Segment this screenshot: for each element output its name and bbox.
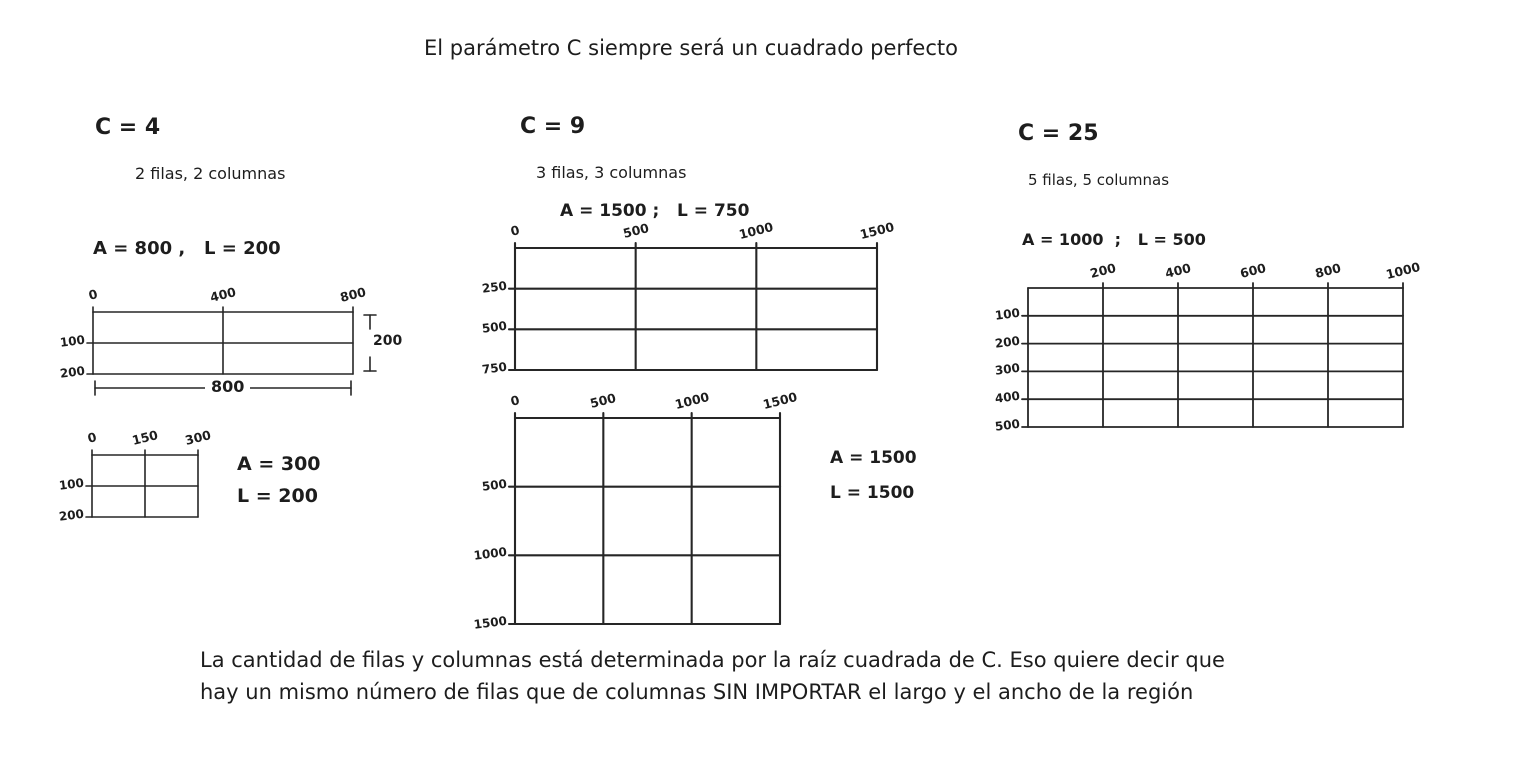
annotation-c9-length: L = 1500 [830, 483, 915, 503]
x-axis-label: 1000 [672, 389, 711, 412]
grid-lines [93, 312, 353, 374]
diagram-title: El parámetro C siempre será un cuadrado perfecto [424, 36, 958, 60]
y-axis-label: 100 [994, 305, 1021, 323]
y-axis-label: 200 [59, 363, 86, 381]
grid-lines [515, 418, 780, 624]
x-axis-label: 0 [85, 429, 99, 446]
grid-c9-rectangular [481, 219, 896, 377]
x-axis-label: 300 [183, 427, 213, 448]
grid-c4-small [58, 427, 213, 524]
x-axis-label: 150 [130, 427, 160, 448]
grid-c4-rectangular [59, 284, 403, 396]
height-dimension-label: 200 [373, 333, 403, 349]
annotation-c4-small [237, 448, 321, 512]
section-c25-param: C = 25 [1018, 121, 1099, 146]
annotation-c9-area: A = 1500 [830, 448, 917, 468]
grid-c25-rectangular [994, 259, 1422, 434]
y-axis-label: 1000 [472, 545, 508, 564]
y-axis-label: 500 [481, 319, 508, 337]
section-c9-dims: A = 1500 ; L = 750 [560, 201, 750, 221]
grid-lines [515, 248, 877, 370]
section-c4-param: C = 4 [95, 115, 161, 140]
annotation-c4-length: L = 200 [237, 485, 318, 507]
y-axis-label: 750 [481, 359, 508, 377]
grid-c9-square [472, 389, 799, 632]
footer-note [200, 644, 1320, 708]
section-c25-dims: A = 1000 ; L = 500 [1022, 230, 1206, 249]
section-c9-param: C = 9 [520, 114, 586, 139]
y-axis-label: 300 [994, 361, 1021, 379]
annotation-c9-square [830, 441, 917, 511]
x-axis-label: 0 [86, 286, 100, 303]
y-axis-label: 200 [994, 333, 1021, 351]
section-c4-grid-info: 2 filas, 2 columnas [135, 164, 286, 183]
grid-lines [1028, 288, 1403, 427]
y-axis-label: 250 [481, 278, 508, 296]
y-axis-label: 1500 [472, 613, 508, 632]
annotation-c4-area: A = 300 [237, 453, 321, 475]
y-axis-label: 200 [58, 506, 85, 524]
y-axis-label: 100 [59, 332, 86, 350]
footer-line-2: hay un mismo número de filas que de columnas SIN IMPORTAR el largo y el ancho de la región [200, 680, 1194, 704]
x-axis-label: 0 [508, 392, 522, 409]
x-axis-label: 200 [1088, 260, 1118, 281]
footer-line-1: La cantidad de filas y columnas está determinada por la raíz cuadrada de C. Eso quiere decir que [200, 648, 1225, 672]
y-axis-label: 100 [58, 475, 85, 493]
y-axis-label: 400 [994, 388, 1021, 406]
x-axis-label: 500 [621, 220, 651, 241]
x-axis-label: 1500 [858, 219, 896, 242]
width-dimension-label: 800 [205, 377, 250, 396]
section-c25-grid-info: 5 filas, 5 columnas [1028, 171, 1170, 189]
x-axis-label: 1000 [737, 219, 776, 242]
x-axis-label: 800 [1313, 260, 1343, 281]
y-axis-label: 500 [481, 476, 508, 494]
grid-lines [92, 455, 198, 517]
x-axis-label: 1000 [1384, 259, 1422, 282]
section-c4-dims: A = 800 , L = 200 [93, 238, 281, 259]
x-axis-label: 800 [338, 284, 368, 305]
y-axis-label: 500 [994, 416, 1021, 434]
x-axis-label: 0 [508, 222, 522, 239]
x-axis-label: 500 [588, 390, 618, 411]
x-axis-label: 400 [1163, 260, 1193, 281]
x-axis-label: 600 [1238, 260, 1268, 281]
section-c9-grid-info: 3 filas, 3 columnas [536, 163, 687, 182]
x-axis-label: 400 [208, 284, 238, 305]
x-axis-label: 1500 [761, 389, 799, 412]
